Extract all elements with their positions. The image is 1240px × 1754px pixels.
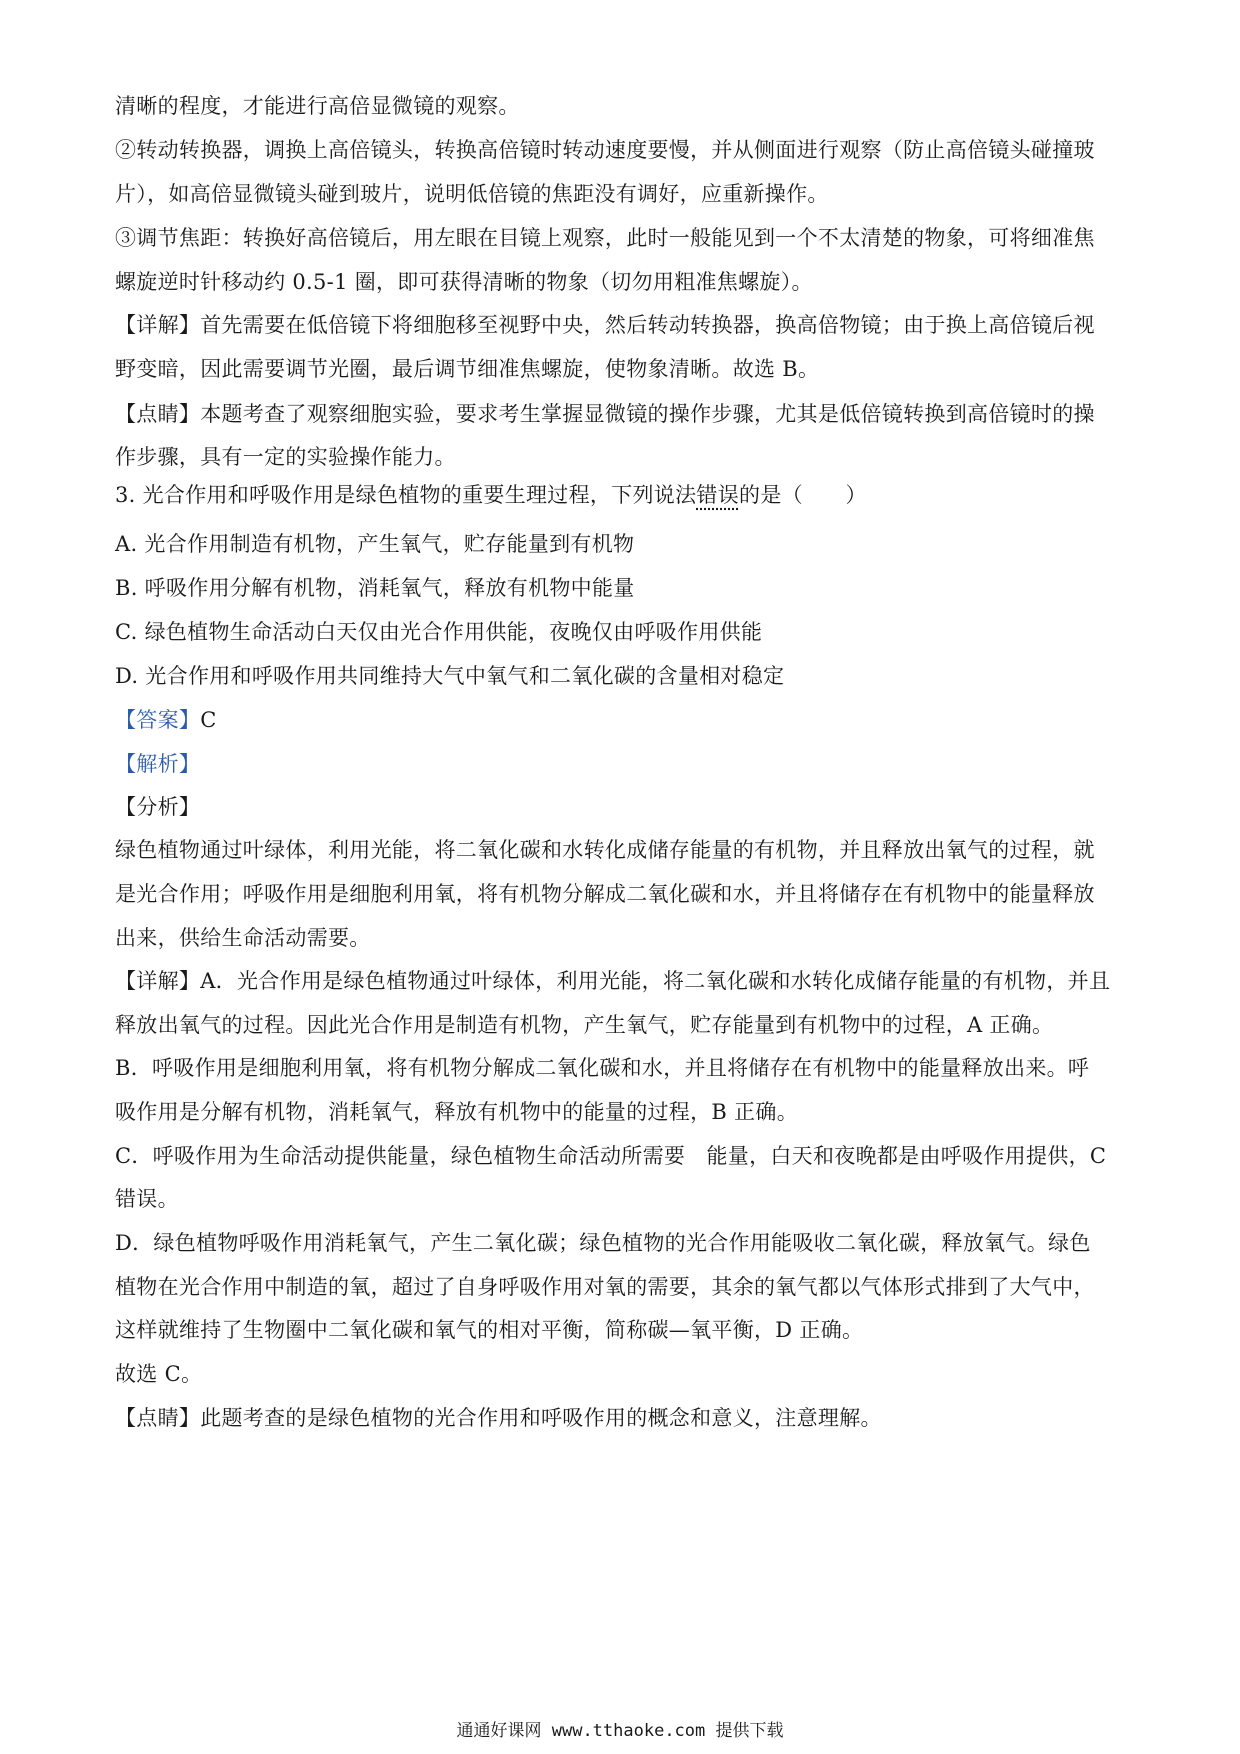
analysis-text-line: 【详解】A．光合作用是绿色植物通过叶绿体，利用光能，将二氧化碳和水转化成储存能量的有机物，并且 xyxy=(115,969,1111,993)
option-d: D. 光合作用和呼吸作用共同维持大气中氧气和二氧化碳的含量相对稳定 xyxy=(115,664,785,688)
analysis-text-line: D．绿色植物呼吸作用消耗氧气，产生二氧化碳；绿色植物的光合作用能吸收二氧化碳，释放氧气。绿色 xyxy=(115,1231,1091,1255)
question-stem-after: 的是（ ） xyxy=(739,483,867,507)
answer-label: 【答案】 xyxy=(115,708,201,732)
question-stem-before: 3. 光合作用和呼吸作用是绿色植物的重要生理过程，下列说法 xyxy=(115,483,697,507)
answer-line xyxy=(115,706,217,734)
analysis-label: 【解析】 xyxy=(115,752,201,776)
analysis-text-line: 错误。 xyxy=(115,1187,179,1211)
text-line: 片），如高倍显微镜头碰到玻片，说明低倍镜的焦距没有调好，应重新操作。 xyxy=(115,182,829,206)
analysis-text-line: 绿色植物通过叶绿体，利用光能，将二氧化碳和水转化成储存能量的有机物，并且释放出氧气的过程，就 xyxy=(115,838,1095,862)
analysis-text-line: 吸作用是分解有机物，消耗氧气，释放有机物中的能量的过程，B 正确。 xyxy=(115,1100,799,1124)
option-b: B. 呼吸作用分解有机物，消耗氧气，释放有机物中能量 xyxy=(115,576,635,600)
text-line: 清晰的程度，才能进行高倍显微镜的观察。 xyxy=(115,94,520,118)
analysis-text-line: C．呼吸作用为生命活动提供能量，绿色植物生命活动所需要 能量，白天和夜晚都是由呼吸作用提供，C xyxy=(115,1144,1107,1168)
text-line: 作步骤，具有一定的实验操作能力。 xyxy=(115,445,456,469)
analysis-text-line: 植物在光合作用中制造的氧，超过了自身呼吸作用对氧的需要，其余的氧气都以气体形式排到了大气中， xyxy=(115,1275,1095,1299)
analysis-text-line: 【点睛】此题考查的是绿色植物的光合作用和呼吸作用的概念和意义，注意理解。 xyxy=(115,1406,882,1430)
fenxi-label: 【分析】 xyxy=(115,795,201,819)
text-line: 野变暗，因此需要调节光圈，最后调节细准焦螺旋，使物象清晰。故选 B。 xyxy=(115,357,820,381)
text-line: ②转动转换器，调换上高倍镜头，转换高倍镜时转动速度要慢，并从侧面进行观察（防止高倍镜头碰撞玻 xyxy=(115,138,1095,162)
question-stem xyxy=(115,481,867,509)
analysis-text-line: 这样就维持了生物圈中二氧化碳和氧气的相对平衡，简称碳—氧平衡，D 正确。 xyxy=(115,1318,864,1342)
answer-value: C xyxy=(200,708,217,732)
text-line: 【详解】首先需要在低倍镜下将细胞移至视野中央，然后转动转换器，换高倍物镜；由于换上高倍镜后视 xyxy=(115,313,1095,337)
option-a: A. 光合作用制造有机物，产生氧气，贮存能量到有机物 xyxy=(115,532,635,556)
option-c: C. 绿色植物生命活动白天仅由光合作用供能，夜晚仅由呼吸作用供能 xyxy=(115,620,763,644)
question-stem-emphasis: 错误 xyxy=(696,483,740,507)
page-footer: 通通好课网 www.tthaoke.com 提供下载 xyxy=(456,1721,784,1741)
analysis-text-line: 释放出氧气的过程。因此光合作用是制造有机物，产生氧气，贮存能量到有机物中的过程，A 正确。 xyxy=(115,1013,1054,1037)
analysis-text-line: B．呼吸作用是细胞利用氧，将有机物分解成二氧化碳和水，并且将储存在有机物中的能量释放出来。呼 xyxy=(115,1056,1090,1080)
analysis-text-line: 故选 C。 xyxy=(115,1362,203,1386)
text-line: ③调节焦距：转换好高倍镜后，用左眼在目镜上观察，此时一般能见到一个不太清楚的物象，可将细准焦 xyxy=(115,226,1095,250)
analysis-text-line: 是光合作用；呼吸作用是细胞利用氧，将有机物分解成二氧化碳和水，并且将储存在有机物中的能量释放 xyxy=(115,882,1095,906)
analysis-text-line: 出来，供给生命活动需要。 xyxy=(115,926,371,950)
text-line: 螺旋逆时针移动约 0.5-1 圈，即可获得清晰的物象（切勿用粗准焦螺旋）。 xyxy=(115,270,813,294)
text-line: 【点睛】本题考查了观察细胞实验，要求考生掌握显微镜的操作步骤，尤其是低倍镜转换到高倍镜时的操 xyxy=(115,402,1095,426)
